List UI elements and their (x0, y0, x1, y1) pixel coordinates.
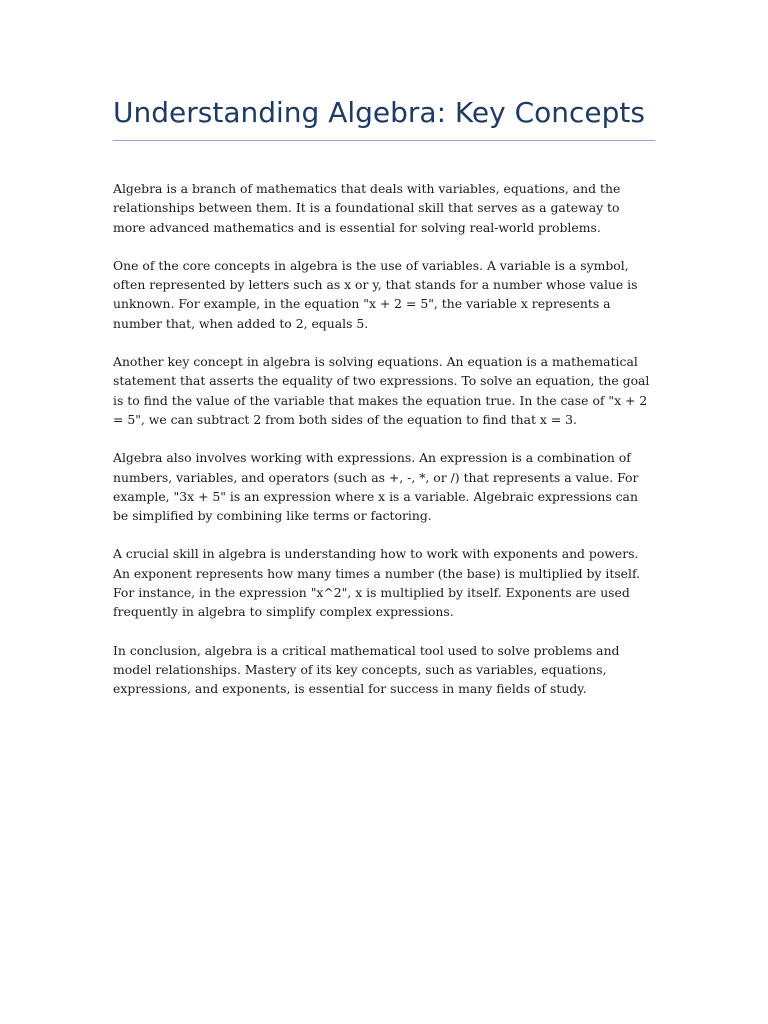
paragraph-conclusion: In conclusion, algebra is a critical mathematical tool used to solve problems and model relationships. Mastery of its key concepts, such as variables, equations, expressions, and exponents, is essential for success in many fields of study. (113, 642, 620, 697)
document-body (113, 179, 655, 699)
document-title: Understanding Algebra: Key Concepts (113, 94, 655, 141)
document-content (113, 94, 655, 718)
paragraph-intro: Algebra is a branch of mathematics that deals with variables, equations, and the relationships between them. It is a foundational skill that serves as a gateway to more advanced mathematics and is essential for solving real-world problems. (113, 181, 621, 235)
paragraph-variables: One of the core concepts in algebra is the use of variables. A variable is a symbol, often represented by letters such as x or y, that stands for a number whose value is unknown. For example, in the equation "x + 2 = 5", the variable x represents a number that, when added to 2, equals 5. (113, 257, 638, 331)
paragraph-exponents: A crucial skill in algebra is understanding how to work with exponents and powers. An exponent represents how many times a number (the base) is multiplied by itself. For instance, in the expression "x^2", x is multiplied by itself. Exponents are used frequently in algebra to simplify complex expressions. (113, 546, 641, 620)
paragraph-equations: Another key concept in algebra is solving equations. An equation is a mathematical statement that asserts the equality of two expressions. To solve an equation, the goal is to find the value of the variable that makes the equation true. In the case of "x + 2 = 5", we can subtract 2 from both sides of the equation to find that x = 3. (113, 354, 650, 427)
paragraph-expressions: Algebra also involves working with expressions. An expression is a combination of numbers, variables, and operators (such as +, -, *, or /) that represents a value. For example, "3x + 5" is an expression where x is a variable. Algebraic expressions can be simplified by combining like terms or factoring. (113, 450, 639, 524)
